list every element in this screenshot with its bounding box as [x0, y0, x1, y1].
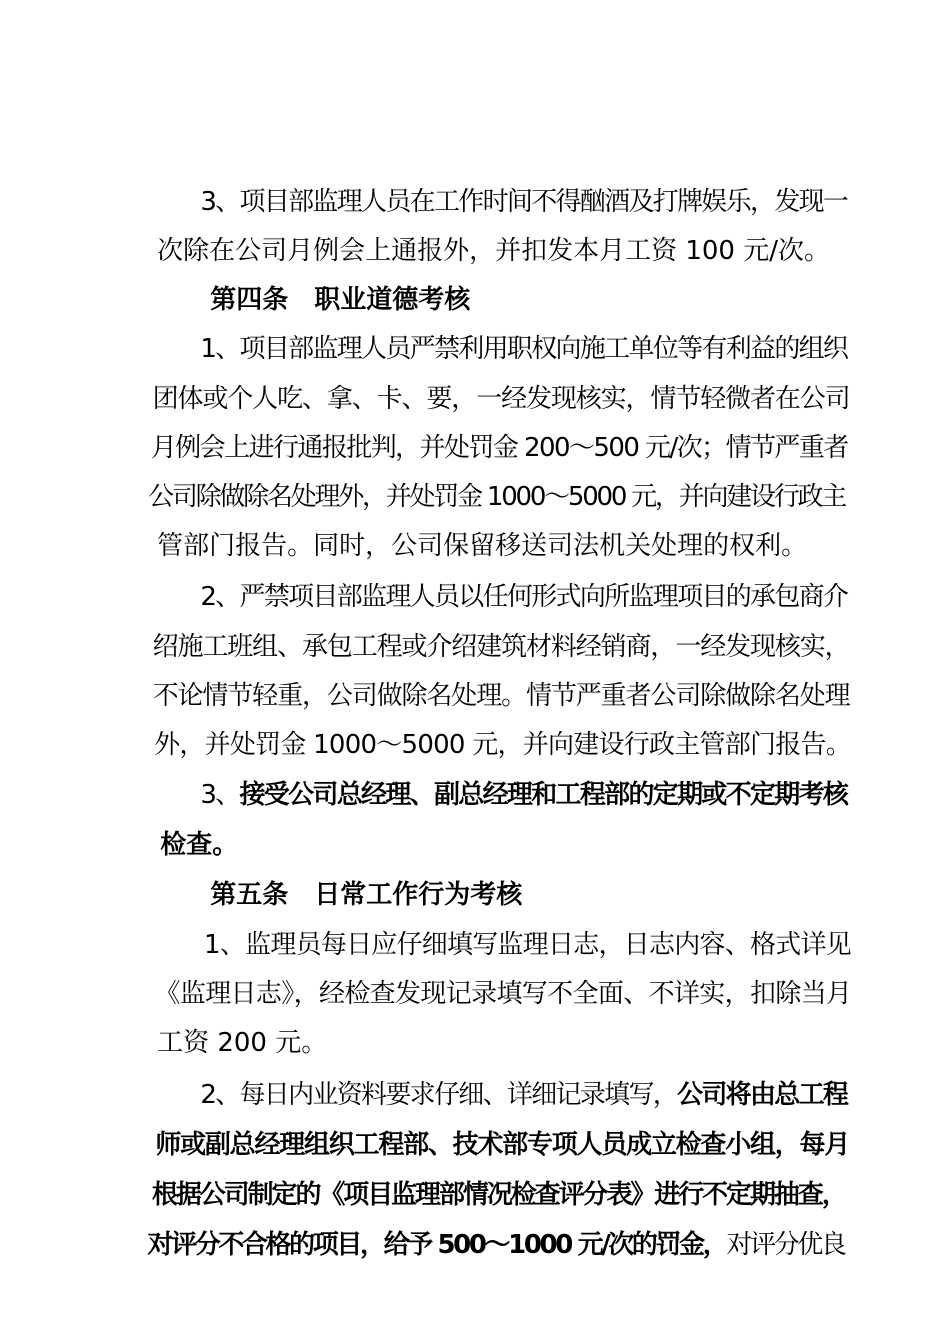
section-heading: 第四条 职业道德考核	[210, 285, 471, 315]
text-line: 团体或个人吃、拿、卡、要，一经发现核实，情节轻微者在公司	[152, 384, 850, 414]
paragraph-3-line-2	[124, 176, 854, 266]
article-5-item-1-line-3	[124, 968, 854, 1058]
article-5-item-2-line-2	[124, 1070, 854, 1160]
bold-text: 检查。	[160, 830, 239, 860]
text-line: 工资 200 元。	[157, 1028, 328, 1058]
section-heading: 第五条 日常工作行为考核	[210, 880, 523, 910]
bold-text: 公司将由总工程	[677, 1080, 848, 1110]
article-5-item-2-line-1	[174, 1020, 854, 1110]
text-line: 不论情节轻重，公司做除名处理。情节严重者公司除做除名处理	[152, 681, 850, 711]
article-4-item-3-line-2	[124, 770, 854, 860]
article-5-heading	[174, 820, 854, 910]
article-5-item-1-line-2	[124, 919, 854, 1009]
article-4-heading	[174, 225, 854, 315]
text-line: 次除在公司月例会上通报外，并扣发本月工资 100 元/次。	[157, 236, 830, 266]
paragraph-3-line-1	[174, 127, 854, 217]
bold-text: 师或副总经理组织工程部、技术部专项人员成立检查小组，每月	[155, 1130, 850, 1160]
text-line: 公司除做除名处理外，并处罚金 1000～5000 元，并向建设行政主	[148, 482, 846, 512]
article-5-item-2-line-3	[124, 1120, 854, 1210]
bold-text: 对评分不合格的项目，给予 500～1000 元/次的罚金，	[147, 1230, 727, 1260]
text-line: 2、每日内业资料要求仔细、详细记录填写，	[200, 1080, 678, 1110]
item-number: 3、	[200, 780, 240, 810]
article-4-item-2-line-4	[124, 670, 854, 760]
article-4-item-1-line-4	[124, 422, 854, 512]
text-line: 3、项目部监理人员在工作时间不得酗酒及打牌娱乐，发现一	[200, 187, 848, 217]
text-line: 月例会上进行通报批判，并处罚金 200～500 元/次；情节严重者	[150, 433, 848, 463]
text-line: 2、严禁项目部监理人员以任何形式向所监理项目的承包商介	[200, 582, 848, 612]
article-4-item-1-line-1	[174, 274, 854, 364]
article-4-item-1-line-2	[124, 324, 854, 414]
article-4-item-3-line-1	[174, 720, 854, 810]
text-line: 对评分优良	[726, 1230, 845, 1260]
article-4-item-1-line-5	[124, 471, 854, 561]
text-line: 1、监理员每日应仔细填写监理日志，日志内容、格式详见	[204, 930, 851, 960]
text-line: 绍施工班组、承包工程或介绍建筑材料经销商，一经发现核实，	[152, 632, 850, 662]
bold-text: 根据公司制定的《项目监理部情况检查评分表》进行不定期抽查，	[151, 1180, 846, 1210]
article-5-item-2-line-4	[124, 1170, 854, 1260]
article-4-item-2-line-2	[124, 572, 854, 662]
article-4-item-1-line-3	[124, 373, 854, 463]
text-line: 1、项目部监理人员严禁利用职权向施工单位等有利益的组织	[200, 334, 848, 364]
article-4-item-2-line-1	[174, 522, 854, 612]
text-line: 外，并处罚金 1000～5000 元，并向建设行政主管部门报告。	[154, 730, 852, 760]
article-5-item-1-line-1	[174, 870, 854, 960]
article-4-item-2-line-3	[124, 621, 854, 711]
text-line: 管部门报告。同时，公司保留移送司法机关处理的权利。	[157, 531, 808, 561]
bold-text: 接受公司总经理、副总经理和工程部的定期或不定期考核	[239, 780, 848, 810]
text-line: 《监理日志》，经检查发现记录填写不全面、不详实，扣除当月	[154, 979, 852, 1009]
